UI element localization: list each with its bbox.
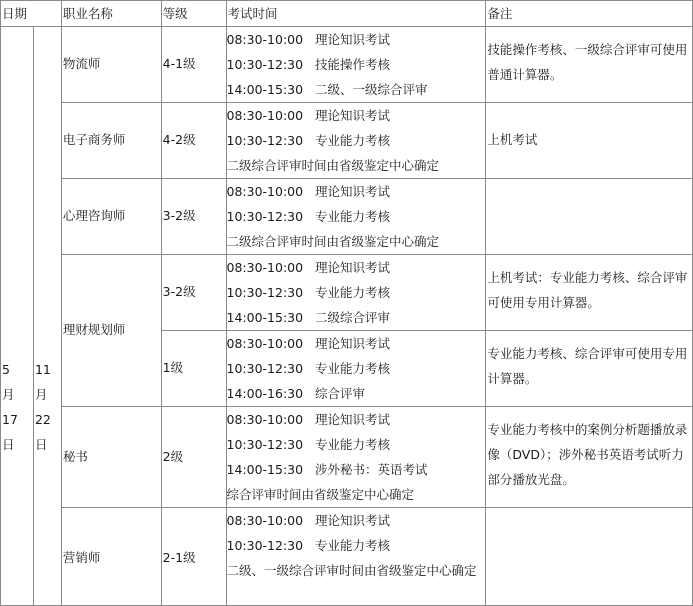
schedule-line: 08:30-10:00 理论知识考试: [226, 513, 390, 528]
schedule-line: 10:30-12:30 专业能力考核: [226, 361, 390, 376]
job-name: 理财规划师: [61, 255, 161, 407]
table-row: [1, 508, 693, 606]
note: 上机考试: [486, 103, 693, 179]
job-name: 营销师: [61, 508, 161, 606]
schedule-line: 08:30-10:00 理论知识考试: [226, 260, 390, 275]
header-note: 备注: [486, 1, 693, 27]
header-time: 考试时间: [226, 1, 486, 27]
schedule-line: 08:30-10:00 理论知识考试: [226, 32, 390, 47]
job-name: 秘书: [61, 407, 161, 508]
schedule-line: 10:30-12:30 专业能力考核: [226, 285, 390, 300]
date-cell-first: 5 月 17 日: [1, 27, 34, 606]
table-row: [1, 103, 693, 179]
schedule-line: 08:30-10:00 理论知识考试: [226, 336, 390, 351]
table-row: [1, 179, 693, 255]
schedule-line: 二级综合评审时间由省级鉴定中心确定: [226, 234, 440, 249]
schedule-line: 10:30-12:30 专业能力考核: [226, 133, 390, 148]
note: 上机考试：专业能力考核、综合评审可使用专用计算器。: [486, 255, 693, 331]
schedule-line: 10:30-12:30 专业能力考核: [226, 538, 390, 553]
level: 2-1级: [161, 508, 226, 606]
level: 3-2级: [161, 255, 226, 331]
job-name: 电子商务师: [61, 103, 161, 179]
note: 专业能力考核、综合评审可使用专用计算器。: [486, 331, 693, 407]
job-name: 心理咨询师: [61, 179, 161, 255]
header-date: 日期: [1, 1, 62, 27]
level: 1级: [161, 331, 226, 407]
schedule-line: 14:00-15:30 二级、一级综合评审: [226, 82, 428, 97]
schedule: [226, 508, 486, 606]
schedule-line: 14:00-15:30 二级综合评审: [226, 310, 390, 325]
schedule-line: 08:30-10:00 理论知识考试: [226, 412, 390, 427]
schedule-line: 10:30-12:30 专业能力考核: [226, 437, 390, 452]
schedule-line: 二级综合评审时间由省级鉴定中心确定: [226, 158, 440, 173]
schedule-line: 10:30-12:30 技能操作考核: [226, 57, 390, 72]
note: 专业能力考核中的案例分析题播放录像（DVD）；涉外秘书英语考试听力部分播放光盘。: [486, 407, 693, 508]
schedule-line: 10:30-12:30 专业能力考核: [226, 209, 390, 224]
date-cell-second: 11 月 22 日: [33, 27, 61, 606]
schedule-line: 08:30-10:00 理论知识考试: [226, 184, 390, 199]
schedule: [226, 255, 486, 331]
header-job: 职业名称: [61, 1, 161, 27]
table-row: [1, 255, 693, 331]
schedule-line: 综合评审时间由省级鉴定中心确定: [226, 487, 415, 502]
table-header-row: [1, 1, 693, 27]
note: 技能操作考核、一级综合评审可使用普通计算器。: [486, 27, 693, 103]
level: 2级: [161, 407, 226, 508]
level: 4-2级: [161, 103, 226, 179]
schedule-line: 二级、一级综合评审时间由省级鉴定中心确定: [226, 563, 477, 578]
schedule: [226, 179, 486, 255]
header-level: 等级: [161, 1, 226, 27]
table-row: [1, 27, 693, 103]
schedule: [226, 407, 486, 508]
note: [486, 508, 693, 606]
level: 3-2级: [161, 179, 226, 255]
table-row: [1, 407, 693, 508]
job-name: 物流师: [61, 27, 161, 103]
schedule: [226, 331, 486, 407]
schedule: [226, 103, 486, 179]
schedule-line: 08:30-10:00 理论知识考试: [226, 108, 390, 123]
schedule-line: 14:00-15:30 涉外秘书：英语考试: [226, 462, 428, 477]
note: [486, 179, 693, 255]
level: 4-1级: [161, 27, 226, 103]
schedule-line: 14:00-16:30 综合评审: [226, 386, 365, 401]
schedule: [226, 27, 486, 103]
